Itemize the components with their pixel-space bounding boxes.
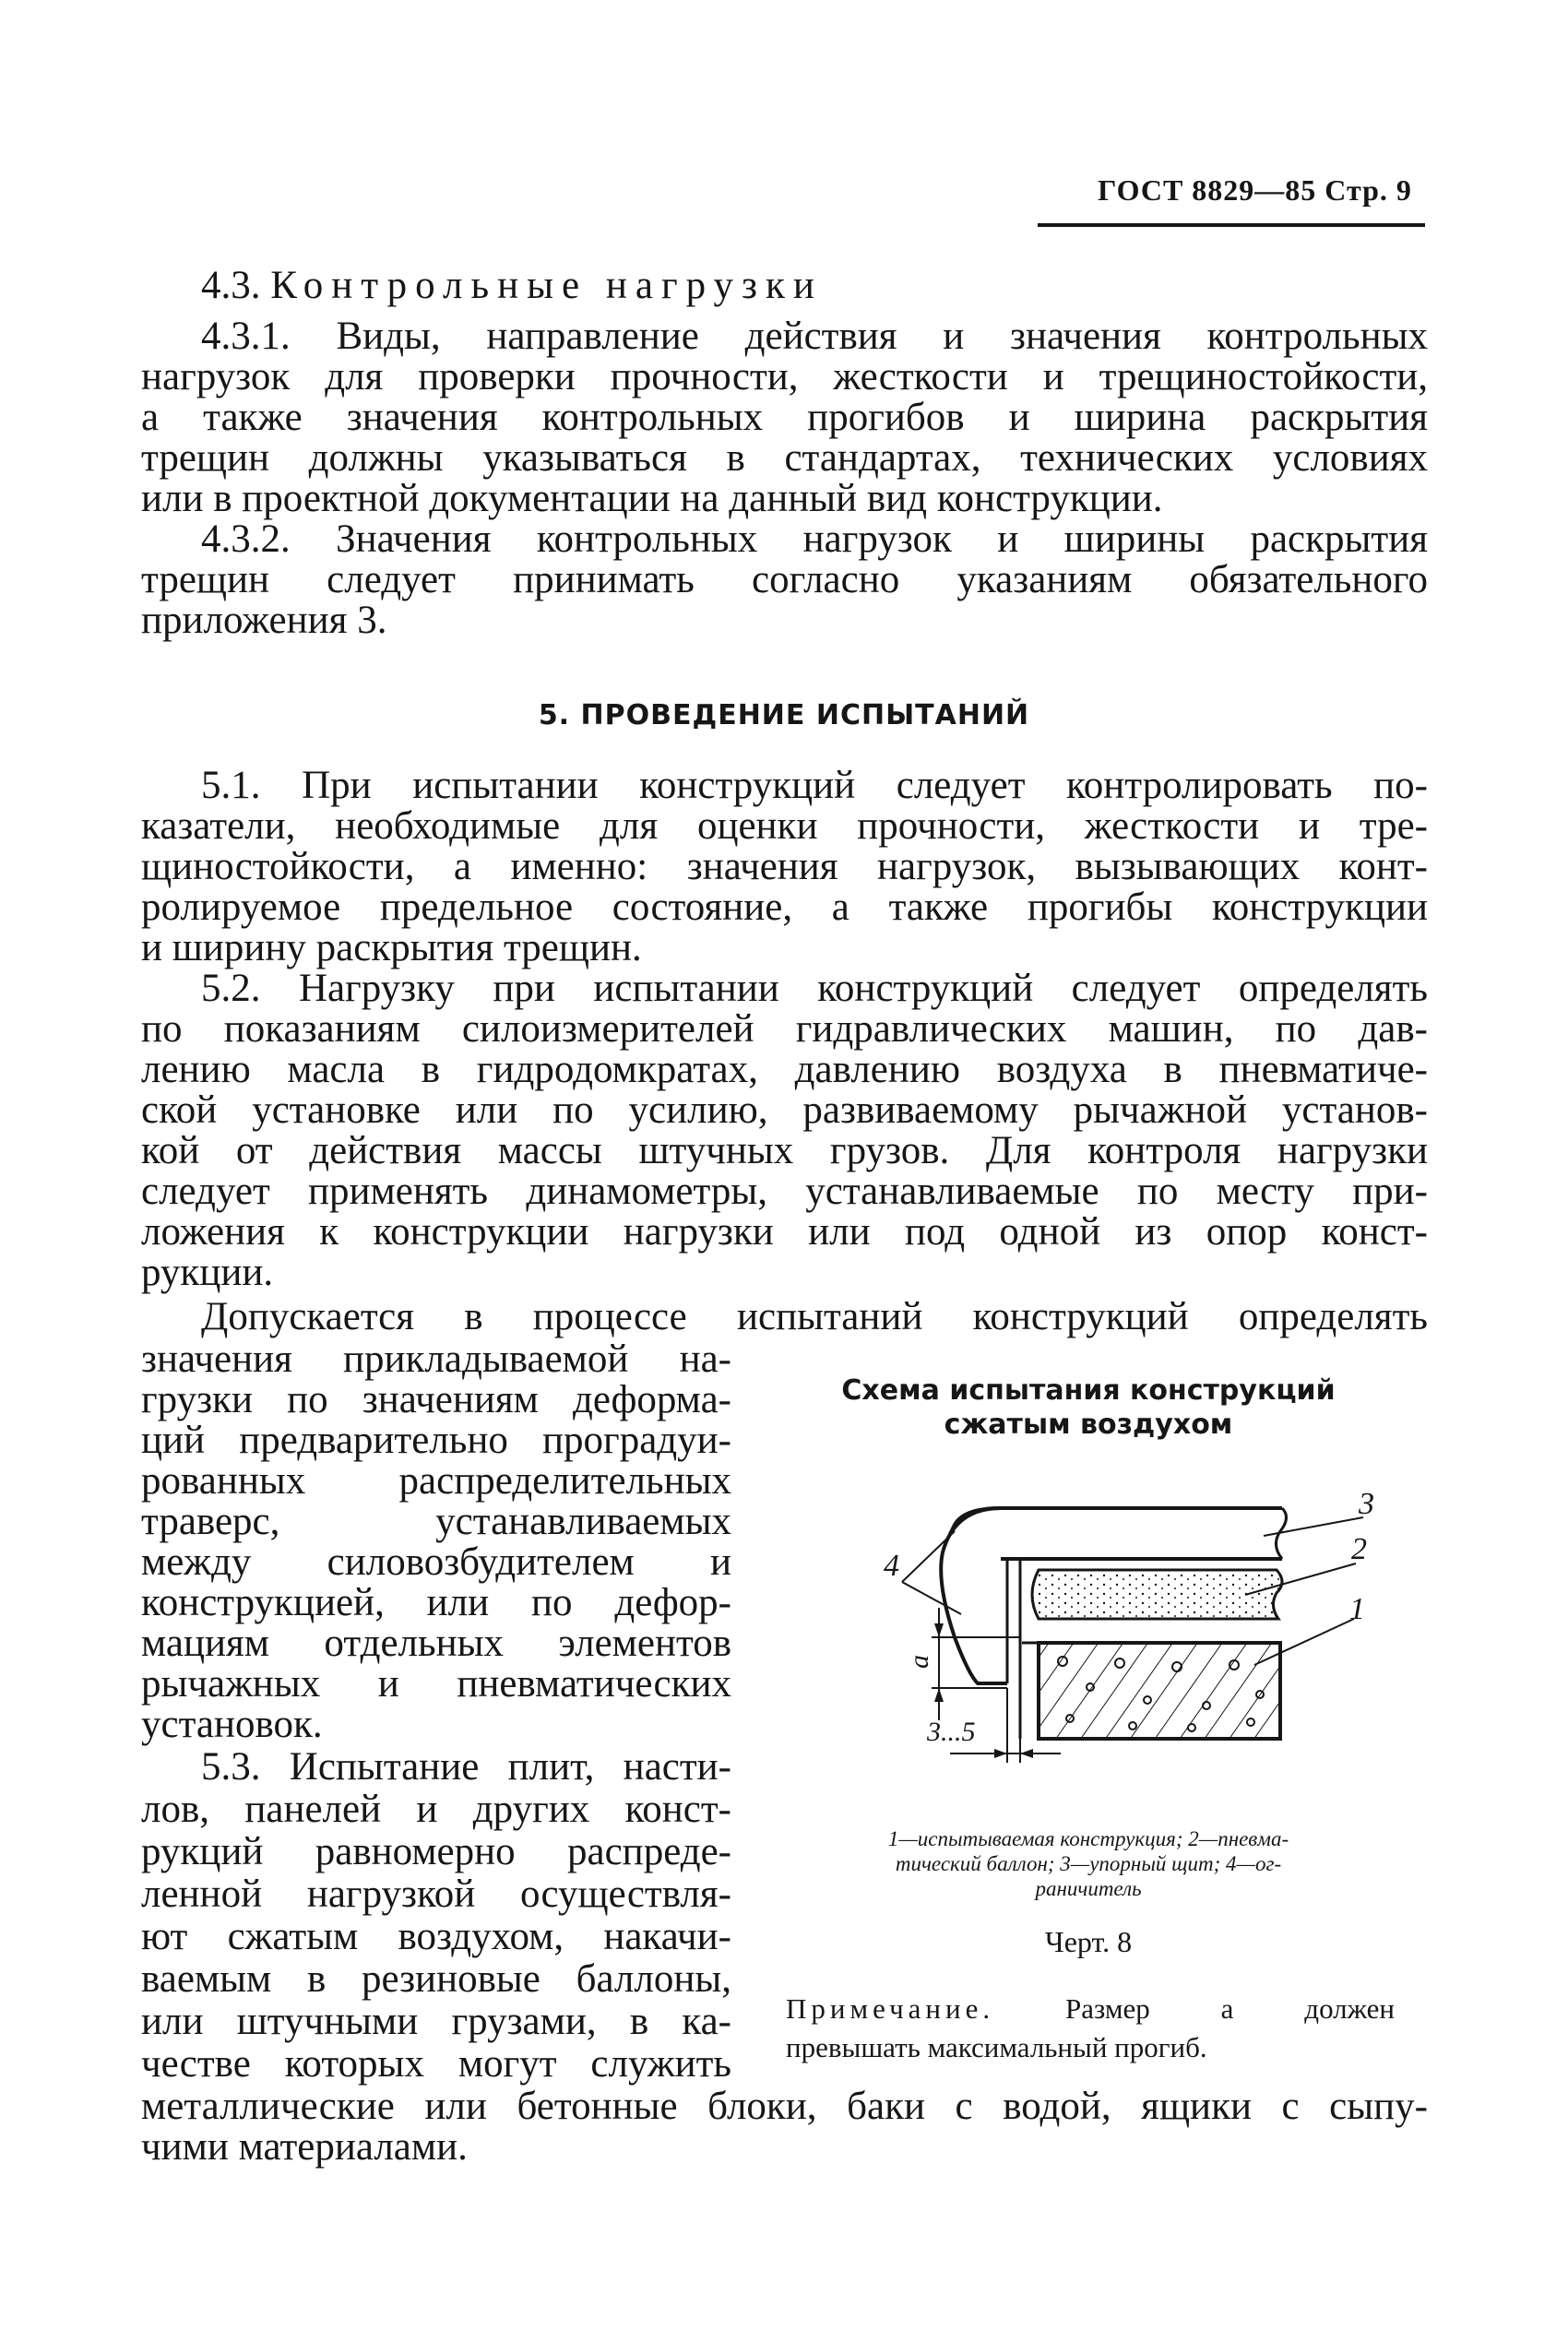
figure-legend-line: раничитель: [1035, 1877, 1142, 1900]
text-line: 4.3.1. Виды, направление действия и значения контрольных: [201, 315, 1428, 358]
label-3: 3: [1359, 1487, 1374, 1521]
text-line: ролируемое предельное состояние, а также прогибы конструкции: [141, 886, 1428, 929]
label-2: 2: [1351, 1532, 1367, 1566]
text-line: Допускается в процессе испытаний конструкций определять: [201, 1295, 1428, 1338]
leader-line: [1264, 1517, 1363, 1536]
text-line: трещин следует принимать согласно указаниям обязательного: [141, 558, 1428, 601]
text-line: ской установке или по усилию, развиваемому рычажной установ-: [141, 1088, 1428, 1132]
tested-structure: [1039, 1643, 1280, 1739]
figure-title-line: Схема испытания конструкций: [841, 1374, 1336, 1407]
figure-note-line: превышать максимальный прогиб.: [786, 2031, 1207, 2063]
header-rule: [1038, 223, 1425, 227]
text-line: трещин должны указываться в стандартах, технических условиях: [141, 436, 1428, 480]
text-line: и ширину раскрытия трещин.: [141, 926, 642, 969]
dimension-arrow: [934, 1623, 944, 1637]
text-line: рованных распределительных: [141, 1459, 731, 1503]
figure-note: [786, 1991, 1395, 2027]
text-line: установок.: [141, 1703, 323, 1746]
text-line: или штучными грузами, в ка-: [141, 2000, 731, 2043]
pneumatic-balloon: [1032, 1570, 1282, 1619]
text-line: мациям отдельных элементов: [141, 1622, 731, 1665]
text-line: металлические или бетонные блоки, баки с водой, ящики с сыпу-: [141, 2085, 1428, 2128]
label-1: 1: [1349, 1592, 1365, 1626]
text-line: а также значения контрольных прогибов и ширина раскрытия: [141, 396, 1428, 439]
text-line: рукции.: [141, 1251, 274, 1294]
figure-legend-line: 1—испытываемая конструкция; 2—пневма-: [887, 1827, 1289, 1850]
text-line: грузки по значениям деформа-: [141, 1378, 731, 1421]
text-line: следует применять динамометры, устанавливаемые по месту при-: [141, 1170, 1428, 1213]
text-line: между силовозбудителем и: [141, 1540, 731, 1584]
text-line: рычажных и пневматических: [141, 1662, 731, 1706]
text-line: траверс, устанавливаемых: [141, 1500, 731, 1543]
text-line: 5.2. Нагрузку при испытании конструкций следует определять: [201, 967, 1428, 1010]
figure-caption: Черт. 8: [1044, 1925, 1133, 1958]
section-heading-4-3: [201, 266, 1428, 306]
dimension-label-a: a: [904, 1655, 934, 1669]
text-line: значения прикладываемой на-: [141, 1337, 731, 1381]
stop-shield: [950, 1508, 1282, 1534]
leader-line: [902, 1531, 955, 1582]
text-line: щиностойкости, а именно: значения нагрузок, вызывающих конт-: [141, 845, 1428, 888]
text-line: 5.3. Испытание плит, насти-: [201, 1745, 731, 1789]
section-title: Контрольные нагрузки: [270, 264, 823, 307]
note-text: Размер a должен: [1065, 1992, 1396, 2025]
text-line: ций предварительно проградуи-: [141, 1419, 731, 1462]
label-4: 4: [884, 1549, 899, 1583]
text-line: ленной нагрузкой осуществля-: [141, 1872, 731, 1916]
dimension-label-3-5: 3...5: [927, 1717, 976, 1747]
dimension-arrow: [934, 1688, 944, 1702]
dimension-arrow: [1020, 1749, 1033, 1758]
test-scheme-diagram: [766, 1480, 1411, 1813]
text-line: 4.3.2. Значения контрольных нагрузок и ширины раскрытия: [201, 517, 1428, 561]
text-line: казатели, необходимые для оценки прочности, жесткости и тре-: [141, 804, 1428, 848]
section-number: 4.3.: [201, 264, 261, 307]
figure-legend-line: тический баллон; 3—упорный щит; 4—ог-: [895, 1852, 1282, 1875]
leader-line: [902, 1582, 961, 1614]
section-heading-5: 5. ПРОВЕДЕНИЕ ИСПЫТАНИЙ: [538, 699, 1030, 731]
text-line: или в проектной документации на данный вид конструкции.: [141, 477, 1163, 520]
dimension-arrow: [994, 1749, 1007, 1758]
text-line: ваемым в резиновые баллоны,: [141, 1957, 731, 2001]
text-line: 5.1. При испытании конструкций следует контролировать по-: [201, 764, 1428, 807]
text-line: лов, панелей и других конст-: [141, 1788, 731, 1831]
text-line: конструкцией, или по дефор-: [141, 1581, 731, 1624]
text-line: лению масла в гидродомкратах, давлению воздуха в пневматиче-: [141, 1048, 1428, 1091]
note-label: Примечание.: [786, 1992, 995, 2025]
figure-title-line: сжатым воздухом: [944, 1409, 1233, 1441]
text-line: рукций равномерно распреде-: [141, 1830, 731, 1873]
page-header: ГОСТ 8829—85 Стр. 9: [1098, 173, 1412, 207]
text-line: чими материалами.: [141, 2125, 468, 2169]
text-line: ют сжатым воздухом, накачи-: [141, 1915, 731, 1958]
text-line: кой от действия массы штучных грузов. Для контроля нагрузки: [141, 1129, 1428, 1172]
text-line: честве которых могут служить: [141, 2042, 731, 2086]
text-line: ложения к конструкции нагрузки или под одной из опор конст-: [141, 1210, 1428, 1254]
text-line: по показаниям силоизмерителей гидравлических машин, по дав-: [141, 1007, 1428, 1051]
text-line: приложения 3.: [141, 599, 387, 642]
text-line: нагрузок для проверки прочности, жесткости и трещиностойкости,: [141, 355, 1428, 398]
